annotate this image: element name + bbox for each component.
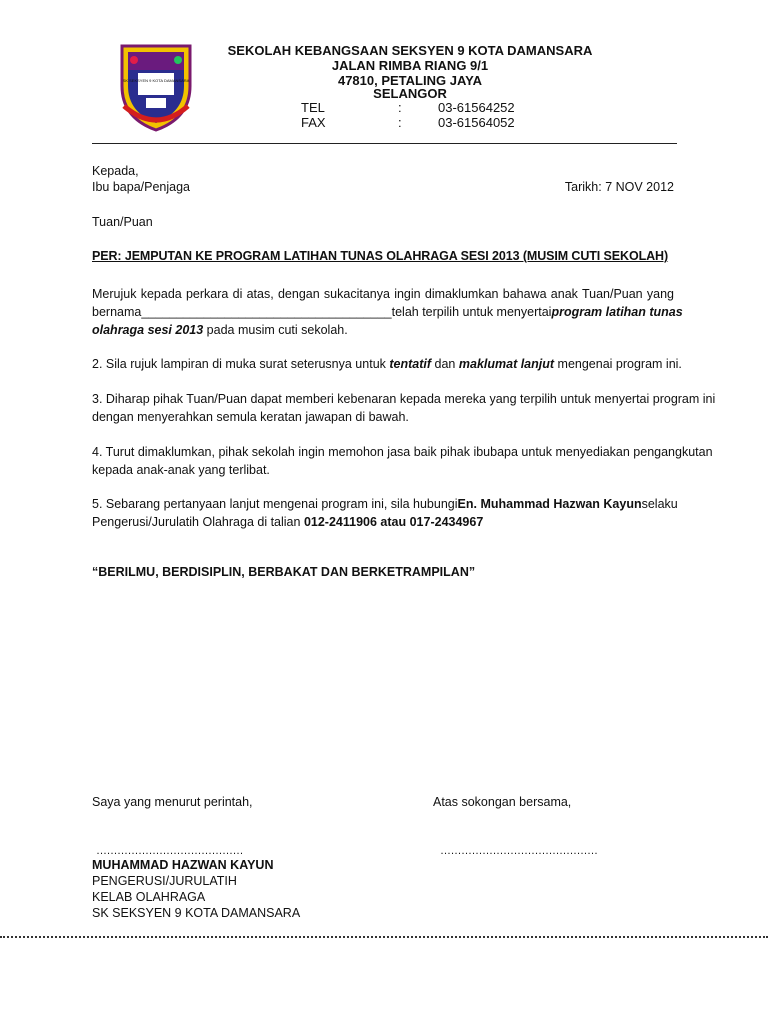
school-motto: “BERILMU, BERDISIPLIN, BERBAKAT DAN BERKETRAMPILAN” [92, 565, 476, 579]
recipient-label: Kepada, [92, 164, 139, 178]
tel-separator: : [398, 100, 402, 115]
signoff-right-label: Atas sokongan bersama, [433, 795, 572, 809]
signoff-left-label: Saya yang menurut perintah, [92, 795, 253, 809]
school-crest-logo [116, 40, 196, 132]
program-name-part-1: program latihan tunas [551, 305, 683, 319]
signature-line-left: …………………………………… [96, 845, 243, 857]
logo-text: SK SEKSYEN 9 KOTA DAMANSARA [122, 78, 190, 83]
signatory-title-2: KELAB OLAHRAGA [92, 890, 206, 904]
paragraph-3-line-2: dengan menyerahkan semula keratan jawapan di bawah. [92, 410, 409, 424]
paragraph-5-line-1 [92, 495, 678, 513]
signatory-name: MUHAMMAD HAZWAN KAYUN [92, 858, 274, 872]
paragraph-5-start: 5. Sebarang pertanyaan lanjut mengenai program ini, sila hubungi [92, 497, 458, 511]
fax-number: 03-61564052 [438, 115, 515, 130]
contact-person-name: En. Muhammad Hazwan Kayun [457, 497, 642, 511]
paragraph-2 [92, 355, 682, 373]
address-line-2: 47810, PETALING JAYA [337, 73, 483, 88]
maklumat-emphasis: maklumat lanjut [458, 357, 555, 371]
address-line-1: JALAN RIMBA RIANG 9/1 [331, 58, 489, 73]
paragraph-5-mid: selaku [641, 497, 678, 511]
paragraph-3 [92, 390, 716, 426]
signatory-title-3: SK SEKSYEN 9 KOTA DAMANSARA [92, 906, 301, 920]
school-name: SEKOLAH KEBANGSAAN SEKSYEN 9 KOTA DAMANSARA [227, 43, 593, 58]
paragraph-4-line-2: kepada anak-anak yang terlibat. [92, 463, 270, 477]
signatory-title-1: PENGERUSI/JURULATIH [92, 874, 237, 888]
paragraph-5-line-2-start: Pengerusi/Jurulatih Olahraga di talian [92, 515, 301, 529]
cut-line [0, 936, 768, 938]
letter-subject: PER: JEMPUTAN KE PROGRAM LATIHAN TUNAS OLAHRAGA SESI 2013 (MUSIM CUTI SEKOLAH) [92, 249, 669, 263]
tentatif-emphasis: tentatif [389, 357, 432, 371]
paragraph-1 [92, 285, 683, 339]
paragraph-5 [92, 495, 678, 531]
paragraph-3-line-1: 3. Diharap pihak Tuan/Puan dapat memberi kebenaran kepada mereka yang terpilih untuk menyertai program ini [92, 392, 716, 406]
contact-phone-numbers: 012-2411906 atau 017-2434967 [303, 515, 484, 529]
paragraph-1-line-2 [92, 303, 683, 321]
paragraph-1-end: pada musim cuti sekolah. [206, 323, 348, 337]
letter-date: Tarikh: 7 NOV 2012 [564, 180, 674, 194]
paragraph-4 [92, 443, 713, 479]
paragraph-2-start: 2. Sila rujuk lampiran di muka surat seterusnya untuk [92, 357, 386, 371]
fax-separator: : [398, 115, 402, 130]
paragraph-2-end: mengenai program ini. [557, 357, 682, 371]
fax-label: FAX [301, 115, 326, 130]
recipient-name: Ibu bapa/Penjaga [92, 180, 191, 194]
paragraph-2-mid: dan [434, 357, 456, 371]
paragraph-1-line-3 [92, 321, 674, 339]
selected-text: telah terpilih untuk menyertai [391, 305, 552, 319]
header-divider [92, 143, 677, 144]
address-line-3: SELANGOR [373, 86, 447, 101]
tel-label: TEL [301, 100, 325, 115]
student-name-blank: ____________________________________ [141, 305, 392, 319]
program-name-part-2: olahraga sesi 2013 [92, 323, 204, 337]
signature-line-right: ……………………………………… [440, 845, 598, 857]
bernama-label: bernama [92, 305, 142, 319]
paragraph-4-line-1: 4. Turut dimaklumkan, pihak sekolah ingin memohon jasa baik pihak ibubapa untuk menyediakan pengangkutan [92, 445, 713, 459]
paragraph-5-line-2 [92, 513, 674, 531]
paragraph-1-line-1: Merujuk kepada perkara di atas, dengan sukacitanya ingin dimaklumkan bahawa anak Tuan/Puan yang [92, 287, 674, 301]
salutation: Tuan/Puan [92, 215, 153, 229]
tel-number: 03-61564252 [438, 100, 515, 115]
